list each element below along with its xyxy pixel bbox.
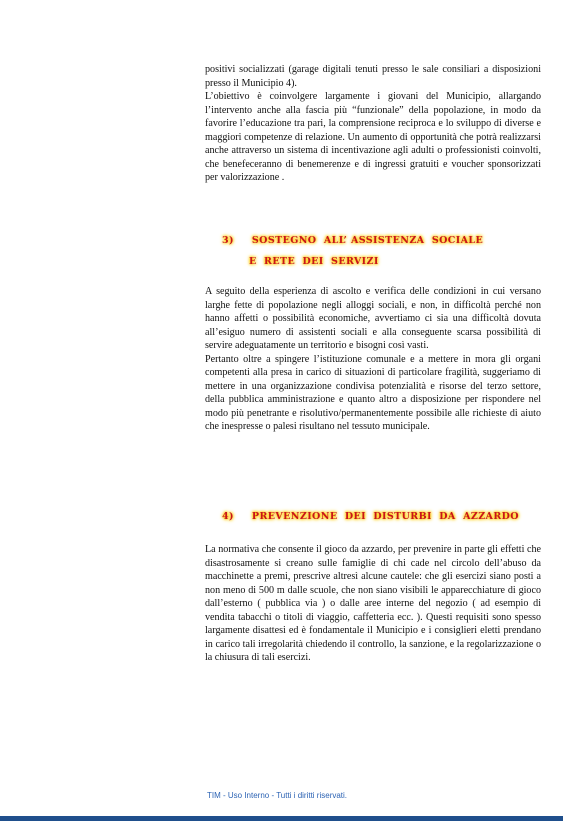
footer-band <box>0 816 563 821</box>
section-4-paragraph-1: La normativa che consente il gioco da azzardo, per prevenire in parte gli effetti che disastrosamente si creano sulle famiglie di chi cade nel circolo dell’abuso da macchinette a premi, prescrive altresì alcune cautele: che gli esercizi siano posti a non meno di 500 m dalle scuole, che non siano visibili le apparecchiature di gioco dall’esterno ( pubblica via ) o dalle aree interne del negozio ( ad esempio di vendita tabacchi o titoli di viaggio, caffetteria ecc. ). Questi requisiti sono spesso largamente disattesi ed è fondamentale il Municipio e i consiglieri eletti prendano in carico tali irregolarità chiedendo il controllo, la sanzione, e la regolarizzazione o la chiusura di tali esercizi. <box>205 544 541 663</box>
section-3-body <box>205 285 541 434</box>
section-4-body <box>205 543 541 665</box>
section-4-heading <box>222 511 519 522</box>
section-3-paragraph-2: Pertanto oltre a spingere l’istituzione comunale e a mettere in mora gli organi competenti alla presa in carico di situazioni di particolare fragilità, suggeriamo di mettere in una organizzazione condivisa potenzialità e risorse del terzo settore, della pubblica amministrazione e quanto altro a disposizione per rispondere nel modo più penetrante e risolutivo/permanentemente possibile alle richieste di aiuto che inespresse o palesi risultano nel tessuto municipale. <box>205 353 541 432</box>
section-3-title-line-1: SOSTEGNO ALL’ ASSISTENZA SOCIALE <box>251 235 484 246</box>
section-3-title-line-2: E RETE DEI SERVIZI <box>249 256 379 267</box>
section-3-number: 3) <box>222 235 234 246</box>
section-3-paragraph-1: A seguito della esperienza di ascolto e verifica delle condizioni in cui versano larghe fette di popolazione negli alloggi sociali, e non, in difficoltà perché non hanno affetti o possibilità economiche, avvertiamo ci sia una difficoltà dovuta all’esiguo numero di assistenti sociali e alla conseguente scarsa possibilità di servire adeguatamente un territorio e bisogni così vasti. <box>205 286 541 351</box>
section-4-number: 4) <box>222 511 234 522</box>
intro-paragraph-1: positivi socializzati (garage digitali tenuti presso le sale consiliari a disposizioni presso il Municipio 4). <box>205 64 541 89</box>
footer-text: TIM - Uso Interno - Tutti i diritti riservati. <box>207 791 348 800</box>
section-3-heading-line-2 <box>249 256 379 267</box>
section-4-title: PREVENZIONE DEI DISTURBI DA AZZARDO <box>251 511 519 522</box>
intro-block <box>205 63 541 185</box>
intro-paragraph-2: L’obiettivo è coinvolgere largamente i giovani del Municipio, allargando l’intervento anche alla fascia più “funzionale” della popolazione, in modo da favorire l’educazione tra pari, la comprensione reciproca e lo sviluppo di diverse e maggiori competenze di relazione. Un aumento di opportunità che potrà realizzarsi anche attraverso un sistema di incentivazione agli adulti o professionisti coinvolti, che benefeceranno di benemerenze e di ingressi gratuiti e voucher sponsorizzati per valorizzazione . <box>205 91 541 183</box>
section-3-heading-line-1 <box>222 235 483 246</box>
